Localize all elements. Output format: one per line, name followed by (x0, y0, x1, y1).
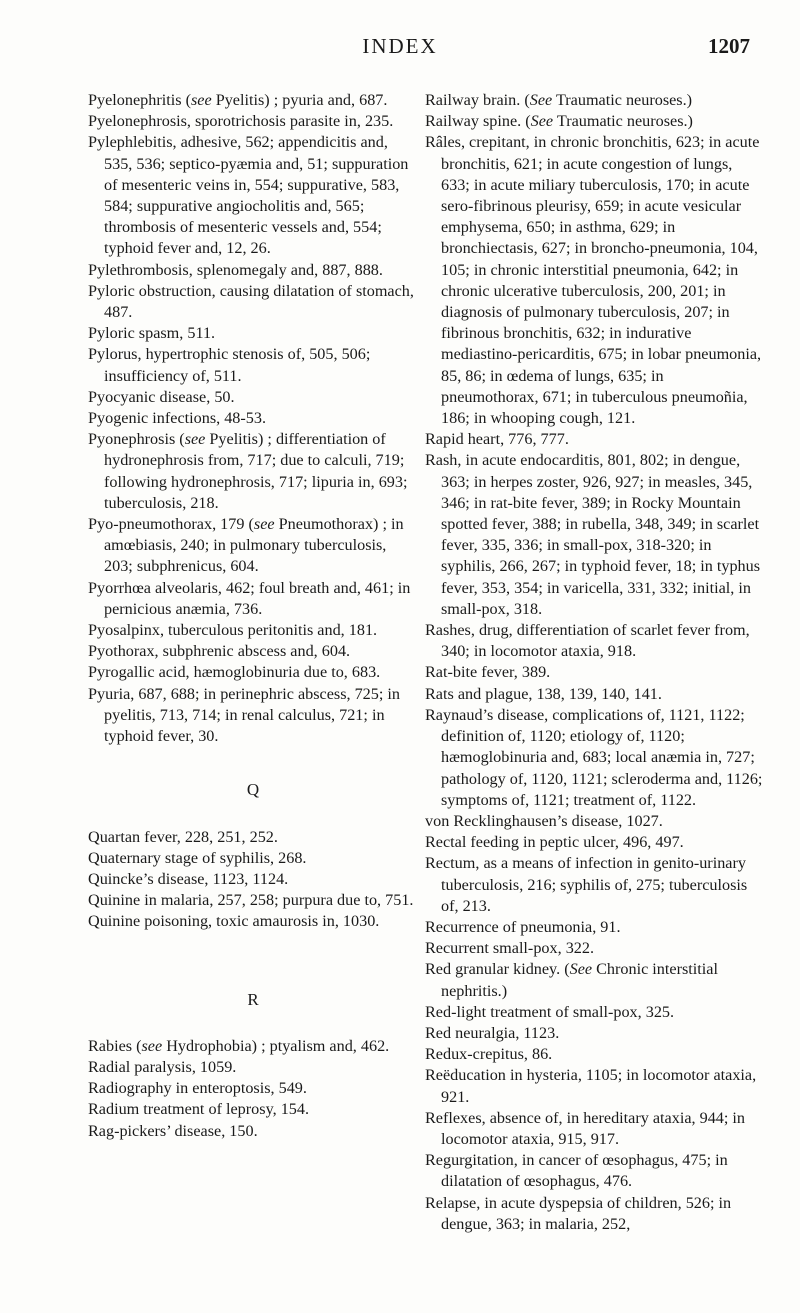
right-column (425, 90, 765, 1235)
index-entry: Pyosalpinx, tuberculous peritonitis and, 181. (88, 621, 378, 640)
index-entry: Rat-bite fever, 389. (425, 663, 551, 682)
index-entry: Quincke’s disease, 1123, 1124. (88, 869, 289, 888)
p-entries (88, 90, 418, 747)
index-entry: Pyogenic infections, 48-53. (88, 409, 267, 428)
index-entry: Railway brain. (See Traumatic neuroses.) (425, 91, 693, 109)
index-entry: Raynaud’s disease, complications of, 1121, 1122; definition of, 1120; etiology of, 1120; hæmoglobinuria and, 683; local anæmia in, 727; pathology of, 1120, 1121; scleroderma and, 1126; symptoms of, 1121; treatment of, 1122. (425, 705, 763, 809)
index-entry: Railway spine. (See Traumatic neuroses.) (425, 112, 693, 131)
index-entry: von Recklinghausen’s disease, 1027. (425, 811, 663, 830)
index-entry: Pylethrombosis, splenomegaly and, 887, 888. (88, 260, 383, 279)
index-entry: Rag-pickers’ disease, 150. (88, 1121, 258, 1140)
index-entry: Red-light treatment of small-pox, 325. (425, 1002, 675, 1021)
left-column (88, 90, 418, 1142)
index-entry: Reëducation in hysteria, 1105; in locomotor ataxia, 921. (425, 1066, 757, 1106)
index-entry: Pyocyanic disease, 50. (88, 387, 235, 406)
index-entry: Pyloric obstruction, causing dilatation of stomach, 487. (88, 281, 414, 322)
q-entries (88, 827, 418, 933)
index-entry: Quaternary stage of syphilis, 268. (88, 848, 307, 867)
index-entry: Red granular kidney. (See Chronic interstitial nephritis.) (425, 960, 718, 1000)
r-entries (88, 1036, 418, 1142)
index-entry: Red neuralgia, 1123. (425, 1023, 560, 1042)
index-entry: Rash, in acute endocarditis, 801, 802; in dengue, 363; in herpes zoster, 926, 927; in measles, 345, 346; in rat-bite fever, 389; in Rocky Mountain spotted fever, 388; in rubella, 348, 349; in scarlet fever, 335, 336; in small-pox, 318-320; in syphilis, 266, 267; in typhoid fever, 18; in typhus fever, 353, 354; in varicella, 331, 332; initial, in small-pox, 318. (425, 451, 761, 618)
index-entry: Rats and plague, 138, 139, 140, 141. (425, 684, 662, 703)
index-entry: Radium treatment of leprosy, 154. (88, 1100, 310, 1119)
page-number: 1207 (708, 34, 750, 58)
index-entry: Quinine poisoning, toxic amaurosis in, 1030. (88, 912, 380, 931)
index-entry: Pylorus, hypertrophic stenosis of, 505, 506; insufficiency of, 511. (88, 345, 371, 385)
page-header (0, 34, 800, 64)
index-entry: Pyorrhœa alveolaris, 462; foul breath and, 461; in pernicious anæmia, 736. (88, 578, 411, 618)
index-entry: Pyloric spasm, 511. (88, 324, 216, 343)
index-entry: Redux-crepitus, 86. (425, 1045, 553, 1064)
index-entry: Quinine in malaria, 257, 258; purpura due to, 751. (88, 891, 414, 910)
index-entry: Rashes, drug, differentiation of scarlet fever from, 340; in locomotor ataxia, 918. (425, 621, 750, 661)
index-entry: Pyuria, 687, 688; in perinephric abscess, 725; in pyelitis, 713, 714; in renal calculus, 721; in typhoid fever, 30. (88, 684, 401, 746)
index-entry: Recurrence of pneumonia, 91. (425, 917, 621, 936)
index-entry: Pylephlebitis, adhesive, 562; appendicitis and, 535, 536; septico-pyæmia and, 51; suppuration of mesenteric veins in, 554; suppurative, 583, 584; suppurative angiocholitis and, 565; thrombosis of mesenteric vessels and, 554; typhoid fever and, 12, 26. (88, 133, 409, 258)
index-entry: Rectal feeding in peptic ulcer, 496, 497. (425, 833, 684, 852)
index-entry: Regurgitation, in cancer of œsophagus, 475; in dilatation of œsophagus, 476. (425, 1151, 728, 1191)
index-entry: Pyelonephritis (see Pyelitis) ; pyuria and, 687. (88, 91, 388, 109)
index-entry: Rabies (see Hydrophobia) ; ptyalism and, 462. (88, 1036, 390, 1055)
index-entry: Pyothorax, subphrenic abscess and, 604. (88, 642, 351, 661)
index-entry: Rectum, as a means of infection in genito-urinary tuberculosis, 216; syphilis of, 275; tuberculosis of, 213. (425, 854, 748, 915)
index-entry: Quartan fever, 228, 251, 252. (88, 827, 278, 846)
index-entry: Pyonephrosis (see Pyelitis) ; differentiation of hydronephrosis from, 717; due to calculi, 719; following hydronephrosis, 717; lipuria in, 693; tuberculosis, 218. (88, 430, 408, 512)
index-entry: Reflexes, absence of, in hereditary ataxia, 944; in locomotor ataxia, 915, 917. (425, 1108, 746, 1148)
index-entry: Râles, crepitant, in chronic bronchitis, 623; in acute bronchitis, 621; in acute congestion of lungs, 633; in acute miliary tuberculosis, 170; in acute sero-fibrinous pleurisy, 659; in acute vesicular emphysema, 650; in asthma, 629; in bronchiectasis, 627; in broncho-pneumonia, 104, 105; in chronic interstitial pneumonia, 642; in chronic ulcerative tuberculosis, 200, 201; in diagnosis of pulmonary tuberculosis, 207; in fibrinous bronchitis, 632; in indurative mediastino-pericarditis, 675; in lobar pneumonia, 85, 86; in œdema of lungs, 635; in pneumothorax, 671; in tuberculous pneumoñia, 186; in whooping cough, 121. (425, 133, 762, 428)
section-letter-q: Q (246, 780, 260, 800)
index-entry: Pyrogallic acid, hæmoglobinuria due to, 683. (88, 663, 381, 682)
index-entry: Recurrent small-pox, 322. (425, 939, 595, 958)
index-entry: Relapse, in acute dyspepsia of children, 526; in dengue, 363; in malaria, 252, (425, 1193, 732, 1233)
index-entry: Radiography in enteroptosis, 549. (88, 1079, 307, 1098)
index-entry: Pyo-pneumothorax, 179 (see Pneumothorax) ; in amœbiasis, 240; in pulmonary tuberculosis, 203; subphrenicus, 604. (88, 515, 404, 576)
page-title: INDEX (362, 34, 438, 58)
index-entry: Rapid heart, 776, 777. (425, 430, 569, 449)
index-entry: Radial paralysis, 1059. (88, 1057, 237, 1076)
section-letter-r: R (247, 989, 259, 1009)
right-entries (425, 90, 765, 1235)
index-entry: Pyelonephrosis, sporotrichosis parasite in, 235. (88, 112, 394, 131)
